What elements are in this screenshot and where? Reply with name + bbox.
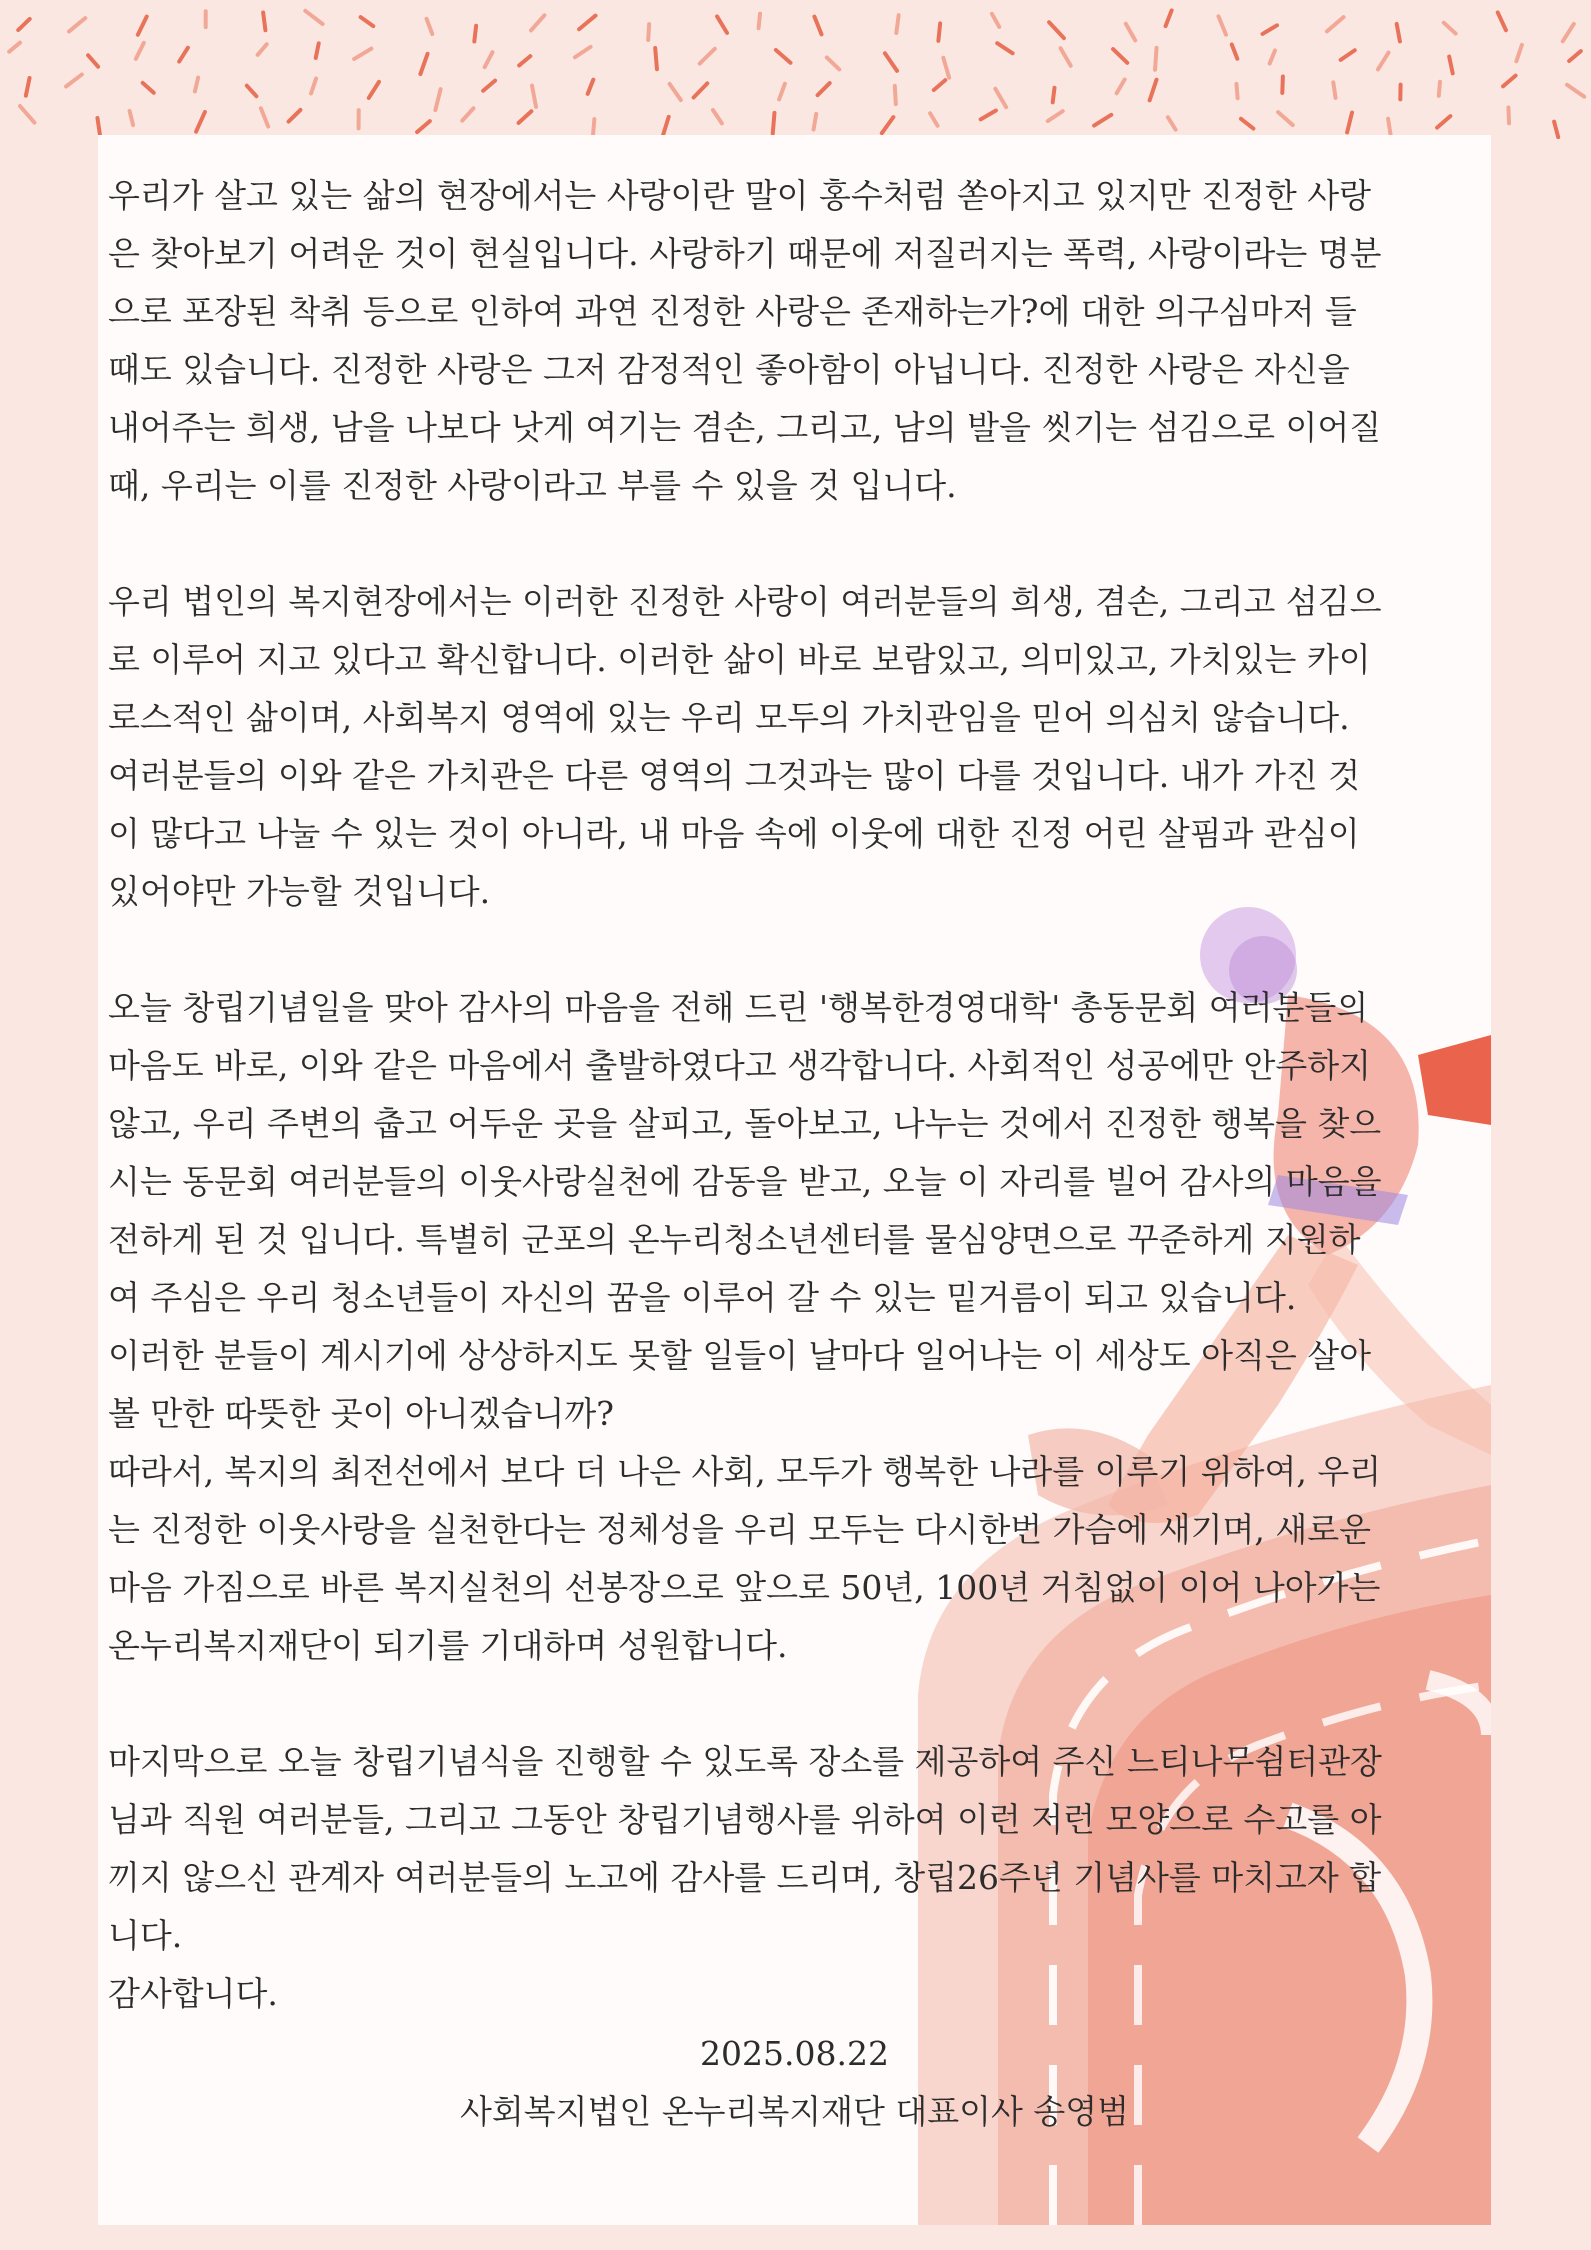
confetti-dash [261, 108, 268, 126]
confetti-dash [588, 80, 594, 94]
paragraph-3: 오늘 창립기념일을 맞아 감사의 마음을 전해 드린 '행복한경영대학' 총동문회 여러분들의 마음도 바로, 이와 같은 마음에서 출발하였다고 생각합니다. 사회적인 성공에만 안주하지 않고, 우리 주변의 춥고 어두운 곳을 살피고, 돌아보고, 나누는 것에서 진정한 행복을 찾으 시는 동문회 여러분들의 이웃사랑실천에 감동을 받고, 오늘 이 자리를 빌어 감사의 마음을 전하게 된 것 입니다. 특별히 군포의 온누리청소년센터를 물심양면으로 꾸준하게 지원하 여 주심은 우리 청소년들이 자신의 꿈을 이루어 갈 수 있는 밑거름이 되고 있습니다. 이러한 분들이 계시기에 상상하지도 못할 일들이 날마다 일어나는 이 세상도 아직은 살아 볼 만한 따뜻한 곳이 아니겠습니까? 따라서, 복지의 최전선에서 보다 더 나은 사회, 모두가 행복한 나라를 이루기 위하여, 우리 는 진정한 이웃사랑을 실천한다는 정체성을 우리 모두는 다시한번 가슴에 새기며, 새로운 마음 가짐으로 바른 복지실천의 선봉장으로 앞으로 50년, 100년 거침없이 이어 나아가는 온누리복지재단이 되기를 기대하며 성원합니다. [108, 988, 1382, 1665]
confetti-dash [531, 15, 544, 30]
confetti-dash [1049, 22, 1064, 38]
confetti-dash [20, 106, 34, 123]
confetti-dash [1155, 48, 1157, 70]
confetti-dash [938, 23, 940, 40]
confetti-dash [1113, 49, 1127, 63]
confetti-dash [1347, 113, 1352, 133]
confetti-dash [930, 113, 937, 125]
confetti-dash [369, 82, 379, 98]
paragraph-4: 마지막으로 오늘 창립기념식을 진행할 수 있도록 장소를 제공하여 주신 느티나무쉼터관장 님과 직원 여러분들, 그리고 그동안 창립기념행사를 위하여 이런 저런 모양으로 수고를 아 끼지 않으신 관계자 여러분들의 노고에 감사를 드리며, 창립26주년 기념사를 마치고자 합 니다. [108, 1742, 1382, 1955]
confetti-dash [1397, 24, 1400, 41]
confetti-dash [1117, 80, 1125, 94]
confetti-dash [485, 52, 493, 67]
confetti-dash [773, 113, 775, 134]
confetti-dash [196, 112, 205, 132]
letter-signature: 사회복지법인 온누리복지재단 대표이사 송영범 [459, 2092, 1130, 2131]
confetti-dash [1053, 88, 1055, 103]
confetti-dash [1378, 53, 1389, 70]
confetti-dash [1094, 115, 1111, 126]
confetti-dash [361, 17, 374, 26]
confetti-dash [1554, 122, 1558, 137]
confetti-dash [417, 121, 430, 132]
confetti-dash [943, 58, 949, 78]
confetti-dash [1444, 23, 1456, 34]
confetti-dash [1241, 119, 1253, 129]
confetti-dash [896, 15, 898, 33]
confetti-dash [143, 83, 154, 93]
confetti-dash [995, 89, 1006, 107]
confetti-dash [138, 17, 147, 35]
confetti-dash [1508, 107, 1509, 123]
confetti-dash [648, 24, 649, 40]
paragraph-1: 우리가 살고 있는 삶의 현장에서는 사랑이란 말이 홍수처럼 쏟아지고 있지만 진정한 사랑 은 찾아보기 어려운 것이 현실입니다. 사랑하기 때문에 저질러지는 폭력, 사랑이라는 명분 으로 포장된 착취 등으로 인하여 과연 진정한 사랑은 존재하는가?에 대한 의구심마저 들 때도 있습니다. 진정한 사랑은 그저 감정적인 좋아함이 아닙니다. 진정한 사랑은 자신을 내어주는 희생, 남을 나보다 낫게 여기는 겸손, 그리고, 남의 발을 씻기는 섬김으로 이어질 때, 우리는 이를 진정한 사랑이라고 부를 수 있을 것 입니다. [108, 176, 1382, 505]
confetti-dash [88, 55, 98, 66]
confetti-dash [519, 111, 532, 123]
confetti-dash [1263, 25, 1277, 34]
confetti-dash [1498, 12, 1506, 30]
confetti-dash [1327, 17, 1344, 31]
confetti-dash [136, 43, 144, 59]
confetti-dash [435, 89, 440, 110]
confetti-dash [670, 84, 681, 100]
confetti-dash [934, 80, 946, 90]
confetti-dash [1166, 10, 1172, 26]
confetti-dash [1567, 85, 1584, 97]
confetti-dash [258, 44, 267, 55]
confetti-dash [981, 111, 996, 120]
confetti-dash [9, 43, 20, 52]
confetti-dash [1282, 77, 1283, 93]
confetti-dash [759, 14, 761, 29]
confetti-dash [420, 54, 427, 74]
confetti-dash [1516, 45, 1522, 61]
closing-greeting: 감사합니다. [108, 1974, 278, 2013]
confetti-dash [1449, 57, 1453, 74]
confetti-dash [1048, 111, 1063, 121]
confetti-dash [700, 49, 715, 64]
confetti-dash [179, 48, 188, 62]
confetti-dash [263, 13, 265, 31]
confetti-dash [519, 56, 530, 65]
confetti-dash [1333, 82, 1335, 98]
confetti-dash [814, 114, 817, 130]
confetti-dash [717, 16, 727, 32]
confetti-dash [532, 86, 536, 107]
confetti-dash [1236, 84, 1237, 98]
confetti-dash [655, 48, 657, 69]
confetti-dash [1341, 50, 1355, 60]
confetti-dash [305, 11, 322, 24]
confetti-dash [694, 83, 708, 97]
confetti-dash [1061, 48, 1071, 66]
confetti-dash [1270, 50, 1275, 63]
confetti-dash [575, 47, 591, 57]
confetti-dash [69, 18, 85, 31]
confetti-dash [1563, 24, 1574, 41]
confetti-dash [1126, 24, 1135, 41]
confetti-dash [818, 83, 830, 95]
letter-body [108, 167, 1488, 2023]
confetti-dash [195, 78, 198, 92]
confetti-dash [462, 108, 473, 120]
confetti-dash [814, 17, 821, 35]
confetti-dash [992, 14, 999, 27]
confetti-dash [66, 74, 82, 86]
confetti-dash [1232, 44, 1238, 58]
confetti-dash [895, 86, 896, 104]
letter-page [98, 135, 1491, 2225]
confetti-dash [882, 117, 894, 133]
confetti-dash [1278, 112, 1293, 125]
confetti-dash [779, 84, 785, 100]
confetti-dash [1503, 76, 1515, 87]
confetti-dash [1437, 116, 1450, 128]
confetti-dash [827, 57, 840, 69]
confetti-dash [130, 111, 133, 125]
confetti-dash [26, 78, 30, 96]
confetti-dash [289, 110, 301, 122]
confetti-dash [1168, 117, 1176, 129]
confetti-dash [483, 81, 495, 91]
paragraph-2: 우리 법인의 복지현장에서는 이러한 진정한 사랑이 여러분들의 희생, 겸손, 그리고 섬김으 로 이루어 지고 있다고 확신합니다. 이러한 삶이 바로 보람있고, 의미있고, 가치있는 카이 로스적인 삶이며, 사회복지 영역에 있는 우리 모두의 가치관임을 믿어 의심치 않습니다. 여러분들의 이와 같은 가치관은 다른 영역의 그것과는 많이 다를 것입니다. 내가 가진 것 이 많다고 나눌 수 있는 것이 아니라, 내 마음 속에 이웃에 대한 진정 어린 살핌과 관심이 있어야만 가능할 것입니다. [108, 582, 1382, 911]
confetti-dash [18, 19, 30, 30]
confetti-dash [316, 43, 319, 58]
confetti-dash [311, 78, 316, 93]
confetti-dash [776, 50, 791, 63]
confetti-decoration [0, 0, 1591, 140]
confetti-dash [1150, 80, 1157, 101]
confetti-dash [1218, 16, 1226, 34]
confetti-dash [1569, 51, 1581, 61]
confetti-dash [997, 43, 1012, 53]
confetti-dash [579, 16, 596, 30]
confetti-dash [247, 86, 257, 97]
letter-footer [98, 2025, 1491, 2141]
confetti-dash [1439, 82, 1440, 96]
confetti-dash [474, 26, 476, 42]
confetti-dash [354, 49, 371, 59]
confetti-dash [885, 53, 897, 71]
confetti-dash [427, 19, 433, 34]
confetti-dash [713, 110, 722, 123]
confetti-dash [663, 117, 669, 136]
letter-date: 2025.08.22 [700, 2034, 889, 2073]
